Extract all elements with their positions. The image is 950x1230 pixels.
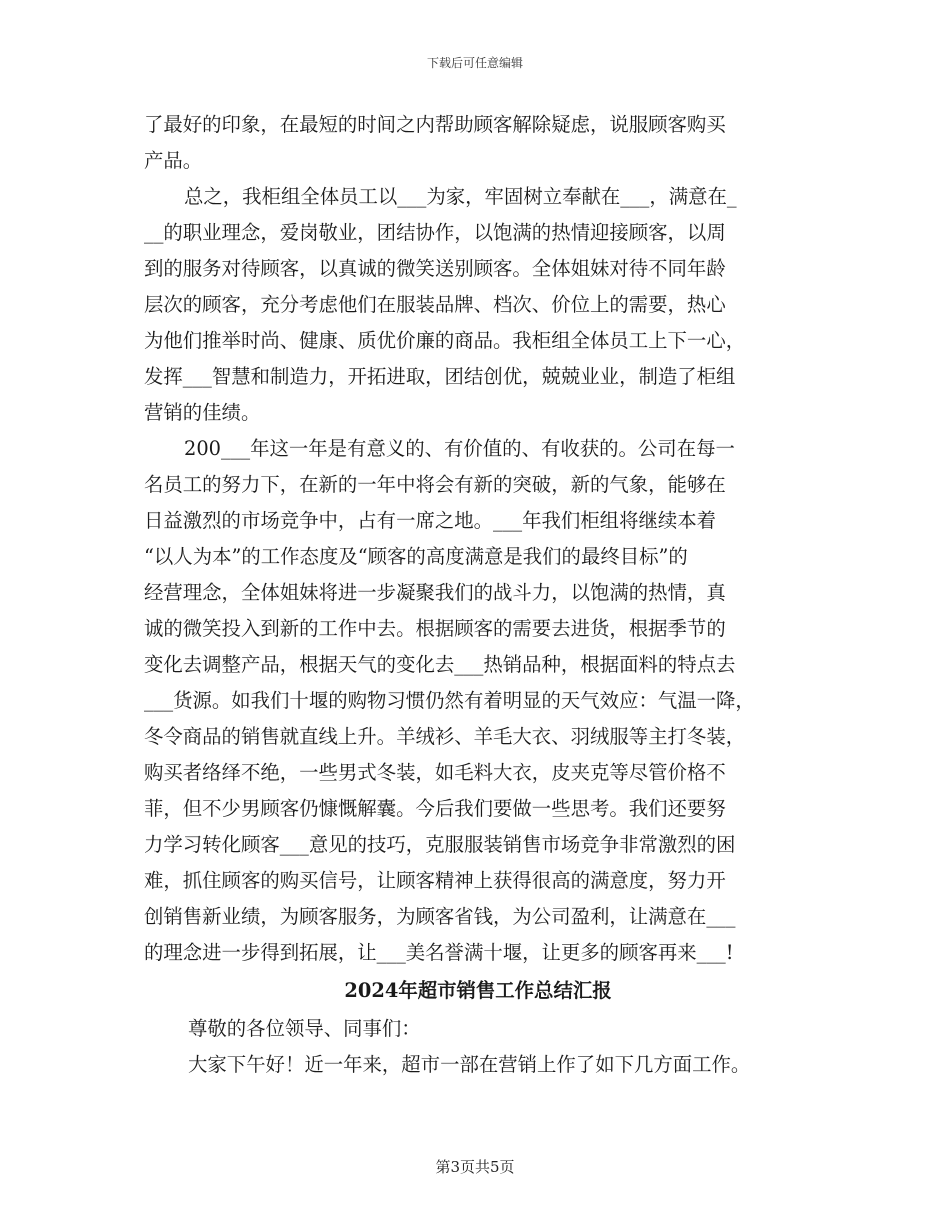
text-line: 了最好的印象，在最短的时间之内帮助顾客解除疑虑，说服顾客购买 (144, 113, 726, 136)
document-body (144, 107, 812, 1083)
text-line: 为他们推举时尚、健康、质优价廉的商品。我柜组全体员工上下一心， (144, 329, 746, 352)
text-line: 诚的微笑投入到新的工作中去。根据顾客的需要去进货，根据季节的 (144, 617, 726, 640)
text-line: 发挥___智慧和制造力，开拓进取，团结创优，兢兢业业，制造了柜组 (144, 365, 736, 388)
text-line: 总之，我柜组全体员工以___为家，牢固树立奉献在___，满意在_ (184, 185, 737, 208)
text-line: 冬令商品的销售就直线上升。羊绒衫、羊毛大衣、羽绒服等主打冬装， (144, 725, 746, 748)
text-line: 层次的顾客，充分考虑他们在服装品牌、档次、价位上的需要，热心 (144, 293, 726, 316)
text-line: 力学习转化顾客___意见的技巧，克服服装销售市场竞争非常激烈的困 (144, 833, 736, 856)
text-line: 变化去调整产品，根据天气的变化去___热销品种，根据面料的特点去 (144, 653, 736, 676)
text-line: __的职业理念，爱岗敬业，团结协作，以饱满的热情迎接顾客，以周 (144, 221, 726, 244)
text-line: 菲，但不少男顾客仍慷慨解囊。今后我们要做一些思考。我们还要努 (144, 797, 726, 820)
text-line: 营销的佳绩。 (144, 401, 261, 424)
text-line: 创销售新业绩，为顾客服务，为顾客省钱，为公司盈利，让满意在___ (144, 905, 736, 928)
salutation: 尊敬的各位领导、同事们： (188, 1017, 421, 1040)
text-line: 日益激烈的市场竞争中，占有一席之地。___年我们柜组将继续本着 (144, 509, 717, 532)
text-line: 名员工的努力下，在新的一年中将会有新的突破，新的气象，能够在 (144, 473, 726, 496)
text-line: 的理念进一步得到拓展，让___美名誉满十堰，让更多的顾客再来___! (144, 941, 734, 964)
page-number: 第3页共5页 (435, 1158, 515, 1176)
page-header-note: 下载后可任意编辑 (426, 56, 523, 70)
text-line: 购买者络绎不绝，一些男式冬装，如毛料大衣，皮夹克等尽管价格不 (144, 761, 726, 784)
text-line: 200___年这一年是有意义的、有价值的、有收获的。公司在每一 (184, 437, 735, 460)
text-line: 难，抓住顾客的购买信号，让顾客精神上获得很高的满意度，努力开 (144, 869, 726, 892)
text-line: “以人为本”的工作态度及“顾客的高度满意是我们的最终目标”的 (144, 545, 688, 568)
text-line: 经营理念，全体姐妹将进一步凝聚我们的战斗力，以饱满的热情，真 (144, 581, 726, 604)
text-line: 到的服务对待顾客，以真诚的微笑送别顾客。全体姐妹对待不同年龄 (144, 257, 726, 280)
greeting-line: 大家下午好！近一年来，超市一部在营销上作了如下几方面工作。 (188, 1053, 751, 1076)
text-line: ___货源。如我们十堰的购物习惯仍然有着明显的天气效应：气温一降， (144, 689, 755, 712)
section-title: 2024年超市销售工作总结汇报 (344, 979, 612, 1002)
text-line: 产品。 (144, 149, 203, 172)
